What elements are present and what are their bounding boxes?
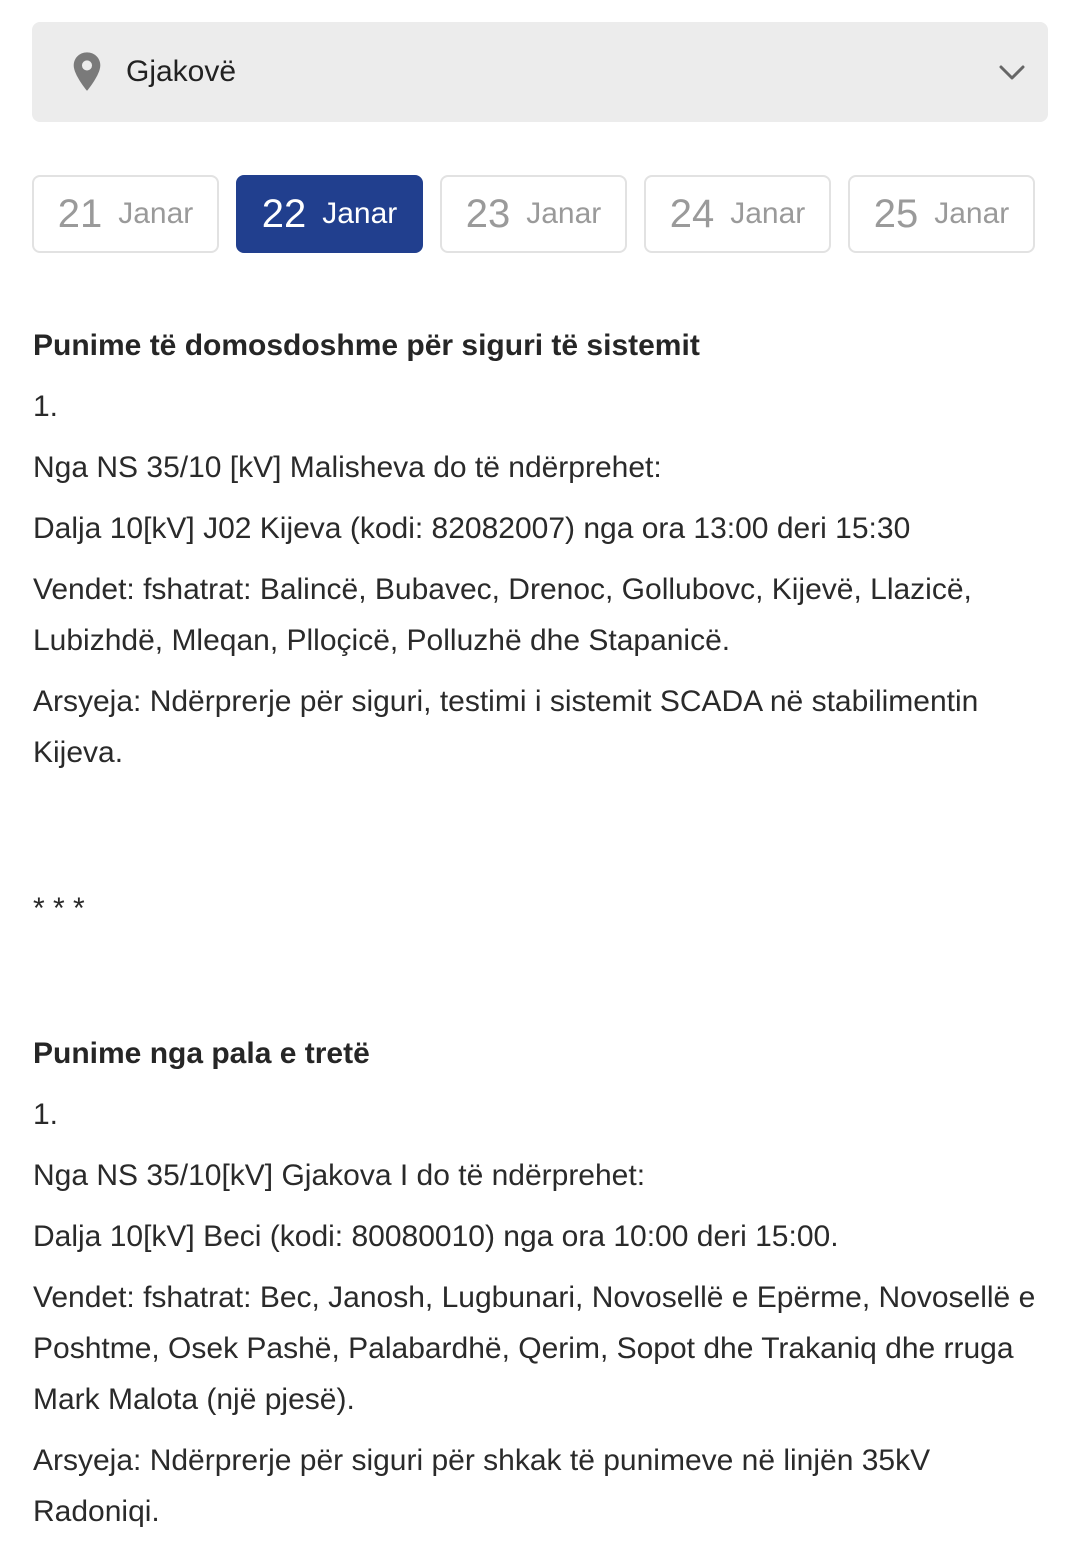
item-number: 1.	[33, 390, 59, 423]
date-tab-25[interactable]	[848, 175, 1035, 253]
date-tab-22[interactable]	[236, 175, 423, 253]
location-value: Gjakovë	[126, 55, 237, 88]
date-tab-24[interactable]	[644, 175, 831, 253]
date-tab-month: Janar	[526, 197, 602, 230]
outage-content	[33, 320, 1053, 1547]
date-tab-month: Janar	[118, 197, 194, 230]
date-tab-day: 21	[57, 192, 103, 236]
date-tab-day: 24	[669, 192, 715, 236]
date-tab-23[interactable]	[440, 175, 627, 253]
substation-line: Nga NS 35/10 [kV] Malisheva do të ndërprehet:	[33, 451, 662, 484]
substation-line: Nga NS 35/10[kV] Gjakova I do të ndërprehet:	[33, 1159, 646, 1192]
date-tab-month: Janar	[322, 197, 398, 230]
date-tab-day: 25	[873, 192, 919, 236]
date-tab-day: 22	[261, 192, 307, 236]
date-tab-21[interactable]	[32, 175, 219, 253]
outage-reason: Arsyeja: Ndërprerje për siguri, testimi i sistemit SCADA në stabilimentin Kijeva.	[33, 685, 979, 769]
feeder-line: Dalja 10[kV] J02 Kijeva (kodi: 82082007) nga ora 13:00 deri 15:30	[33, 512, 911, 545]
item-number: 1.	[33, 1098, 59, 1131]
outage-reason: Arsyeja: Ndërprerje për siguri për shkak të punimeve në linjën 35kV Radoniqi.	[33, 1444, 931, 1528]
affected-places: Vendet: fshatrat: Bec, Janosh, Lugbunari, Novosellë e Epërme, Novosellë e Poshtme, Osek Pashë, Palabardhë, Qerim, Sopot dhe Trakaniq dhe rruga Mark Malota (një pjesë).	[33, 1281, 1036, 1416]
feeder-line: Dalja 10[kV] Beci (kodi: 80080010) nga ora 10:00 deri 15:00.	[33, 1220, 839, 1253]
section-separator: * * *	[33, 891, 85, 925]
date-tab-month: Janar	[934, 197, 1010, 230]
section-title: Punime nga pala e tretë	[33, 1037, 370, 1070]
map-pin-icon	[70, 51, 104, 93]
date-tab-day: 23	[465, 192, 511, 236]
affected-places: Vendet: fshatrat: Balincë, Bubavec, Drenoc, Gollubovc, Kijevë, Llazicë, Lubizhdë, Mleqan, Plloçicë, Polluzhë dhe Stapanicë.	[33, 573, 972, 657]
date-tab-month: Janar	[730, 197, 806, 230]
section-title: Punime të domosdoshme për siguri të sistemit	[33, 329, 700, 362]
chevron-down-icon[interactable]	[996, 60, 1028, 84]
